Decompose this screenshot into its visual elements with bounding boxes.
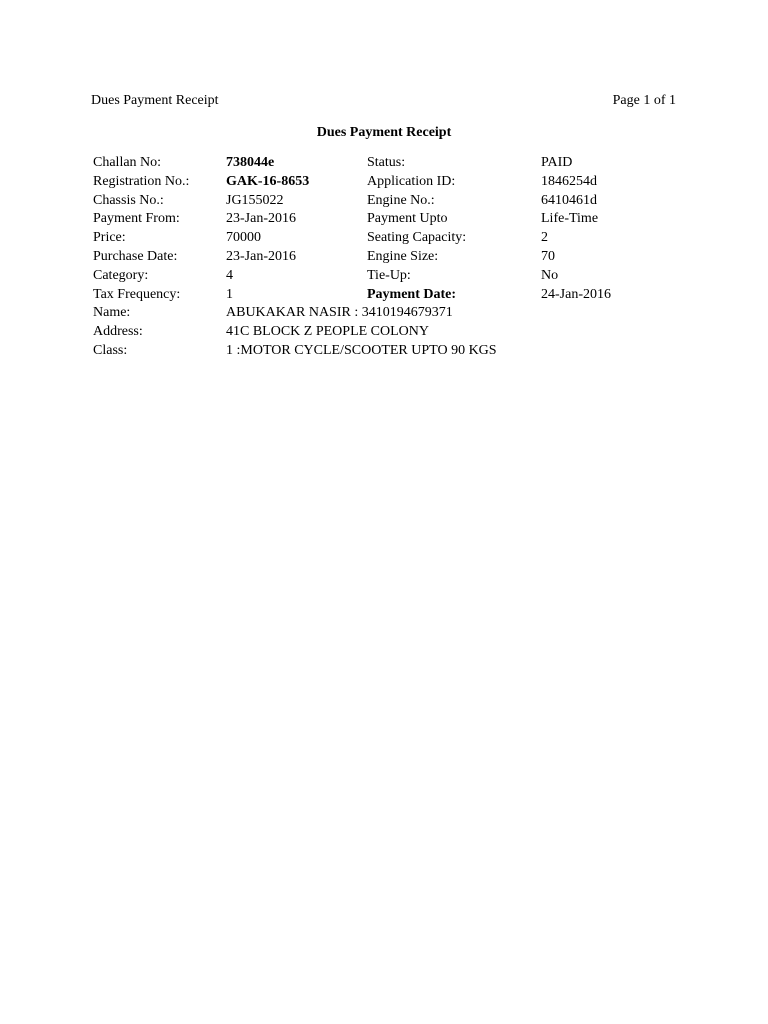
receipt-row [93, 210, 693, 229]
payment-date-value: 24-Jan-2016 [541, 286, 611, 302]
payment-upto-label: Payment Upto [367, 211, 448, 227]
registration-no-label: Registration No.: [93, 173, 190, 189]
payment-upto-value: Life-Time [541, 211, 599, 227]
class-value: 1 :MOTOR CYCLE/SCOOTER UPTO 90 KGS [226, 342, 497, 358]
status-label: Status: [367, 155, 406, 170]
receipt-row [93, 304, 693, 323]
receipt-row [93, 192, 693, 211]
tax-frequency-label: Tax Frequency: [93, 286, 181, 302]
engine-size-value: 70 [541, 248, 555, 264]
challan-no-label: Challan No: [93, 155, 162, 170]
receipt-row [93, 267, 693, 286]
tax-frequency-value: 1 [226, 286, 233, 302]
receipt-row [93, 173, 693, 192]
challan-no-value: 738044e [226, 155, 275, 170]
purchase-date-label: Purchase Date: [93, 248, 178, 264]
address-value: 41C BLOCK Z PEOPLE COLONY [226, 324, 430, 340]
class-label: Class: [93, 342, 128, 358]
engine-size-label: Engine Size: [367, 248, 439, 264]
payment-from-value: 23-Jan-2016 [226, 211, 296, 227]
price-value: 70000 [226, 230, 261, 246]
tie-up-value: No [541, 267, 559, 283]
chassis-no-label: Chassis No.: [93, 192, 164, 208]
document-title: Dues Payment Receipt [316, 125, 452, 140]
application-id-value: 1846254d [541, 173, 597, 189]
seating-capacity-label: Seating Capacity: [367, 230, 467, 246]
name-value: ABUKAKAR NASIR : 3410194679371 [226, 305, 453, 321]
receipt-fields [93, 154, 693, 361]
category-label: Category: [93, 267, 149, 283]
receipt-row [93, 323, 693, 342]
tie-up-label: Tie-Up: [367, 267, 411, 283]
status-value: PAID [541, 155, 573, 170]
receipt-row [93, 154, 693, 173]
price-label: Price: [93, 230, 126, 246]
engine-no-label: Engine No.: [367, 192, 435, 208]
receipt-row [93, 342, 693, 361]
header-title: Dues Payment Receipt [91, 93, 219, 108]
engine-no-value: 6410461d [541, 192, 597, 208]
application-id-label: Application ID: [367, 173, 456, 189]
receipt-row [93, 229, 693, 248]
purchase-date-value: 23-Jan-2016 [226, 248, 296, 264]
address-label: Address: [93, 324, 143, 340]
receipt-row [93, 248, 693, 267]
payment-date-label: Payment Date: [367, 286, 457, 302]
registration-no-value: GAK-16-8653 [226, 173, 310, 189]
seating-capacity-value: 2 [541, 230, 548, 246]
receipt-row [93, 286, 693, 305]
chassis-no-value: JG155022 [226, 192, 284, 208]
category-value: 4 [226, 267, 233, 283]
payment-from-label: Payment From: [93, 211, 180, 227]
page-indicator: Page 1 of 1 [612, 93, 676, 108]
name-label: Name: [93, 305, 131, 321]
